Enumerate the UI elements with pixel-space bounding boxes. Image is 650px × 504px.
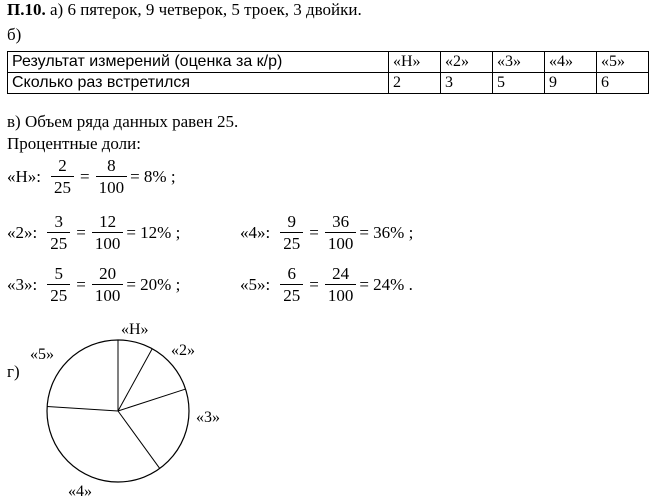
- table-row: [8, 73, 649, 94]
- numerator: 12: [99, 212, 117, 231]
- row-header-results: Результат измерений (оценка за к/р): [8, 52, 389, 73]
- numerator: 8: [107, 156, 116, 175]
- table-row: [8, 52, 649, 73]
- denominator: 25: [280, 284, 303, 305]
- equals-sign: =: [309, 274, 319, 294]
- share-label: «Н»:: [7, 166, 41, 186]
- denominator: 25: [47, 284, 70, 305]
- fraction: [325, 264, 357, 305]
- equals-sign: =: [76, 274, 86, 294]
- share-result: = 8% ;: [130, 166, 176, 186]
- pie-outline: [47, 340, 189, 482]
- equals-sign: =: [80, 166, 90, 186]
- numerator: 3: [54, 212, 63, 231]
- count-cell: 9: [545, 73, 597, 94]
- fraction: [325, 212, 357, 253]
- numerator: 20: [99, 264, 117, 283]
- part-b-label: б): [7, 25, 22, 44]
- fraction: [280, 212, 303, 253]
- denominator: 100: [92, 232, 124, 253]
- pie-label-5: «5»: [30, 346, 54, 363]
- pie-label-4: «4»: [68, 483, 92, 500]
- numerator: 24: [332, 264, 350, 283]
- count-cell: 5: [493, 73, 545, 94]
- share-label: «2»:: [7, 222, 38, 242]
- share-label: «4»:: [240, 222, 271, 242]
- problem-heading: [7, 0, 362, 20]
- denominator: 25: [47, 232, 70, 253]
- count-cell: 3: [441, 73, 493, 94]
- fraction: [47, 264, 70, 305]
- fraction: [51, 156, 74, 197]
- pie-label-2: «2»: [171, 342, 195, 359]
- share-formula: [240, 264, 413, 305]
- share-formula: [7, 156, 176, 197]
- numerator: 6: [287, 264, 296, 283]
- denominator: 100: [96, 176, 128, 197]
- part-g-label: г): [7, 362, 20, 381]
- grade-cell: «4»: [545, 52, 597, 73]
- denominator: 25: [51, 176, 74, 197]
- denominator: 100: [325, 232, 357, 253]
- share-result: = 12% ;: [126, 222, 181, 242]
- share-formula: [7, 212, 180, 253]
- share-result: = 36% ;: [359, 222, 414, 242]
- denominator: 100: [92, 284, 124, 305]
- equals-sign: =: [309, 222, 319, 242]
- pie-label-n: «Н»: [121, 321, 149, 338]
- numerator: 36: [332, 212, 350, 231]
- fraction: [47, 212, 70, 253]
- numerator: 9: [287, 212, 296, 231]
- part-a-text: а) 6 пятерок, 9 четверок, 5 троек, 3 двойки.: [49, 0, 362, 19]
- fraction: [92, 264, 124, 305]
- grade-cell: «3»: [493, 52, 545, 73]
- grade-cell: «5»: [597, 52, 649, 73]
- share-result: = 24% .: [359, 274, 413, 294]
- pie-slice-boundary: [47, 407, 118, 411]
- numerator: 2: [58, 156, 67, 175]
- results-table: [7, 51, 649, 94]
- pie-slice-boundary: [118, 411, 160, 468]
- share-label: «3»:: [7, 274, 38, 294]
- fraction: [96, 156, 128, 197]
- denominator: 25: [280, 232, 303, 253]
- share-formula: [240, 212, 413, 253]
- count-cell: 2: [389, 73, 441, 94]
- grade-cell: «2»: [441, 52, 493, 73]
- part-v-line2: Процентные доли:: [7, 134, 141, 153]
- pie-slice-boundary: [118, 349, 152, 411]
- pie-label-3: «3»: [196, 409, 220, 426]
- problem-number: П.10.: [7, 0, 46, 19]
- grade-cell: «Н»: [389, 52, 441, 73]
- count-cell: 6: [597, 73, 649, 94]
- part-v-line1: в) Объем ряда данных равен 25.: [7, 112, 239, 131]
- denominator: 100: [325, 284, 357, 305]
- pie-slice-boundary: [118, 389, 186, 411]
- fraction: [280, 264, 303, 305]
- fraction: [92, 212, 124, 253]
- equals-sign: =: [76, 222, 86, 242]
- share-result: = 20% ;: [126, 274, 181, 294]
- share-label: «5»:: [240, 274, 271, 294]
- share-formula: [7, 264, 180, 305]
- row-header-counts: Сколько раз встретился: [8, 73, 389, 94]
- numerator: 5: [54, 264, 63, 283]
